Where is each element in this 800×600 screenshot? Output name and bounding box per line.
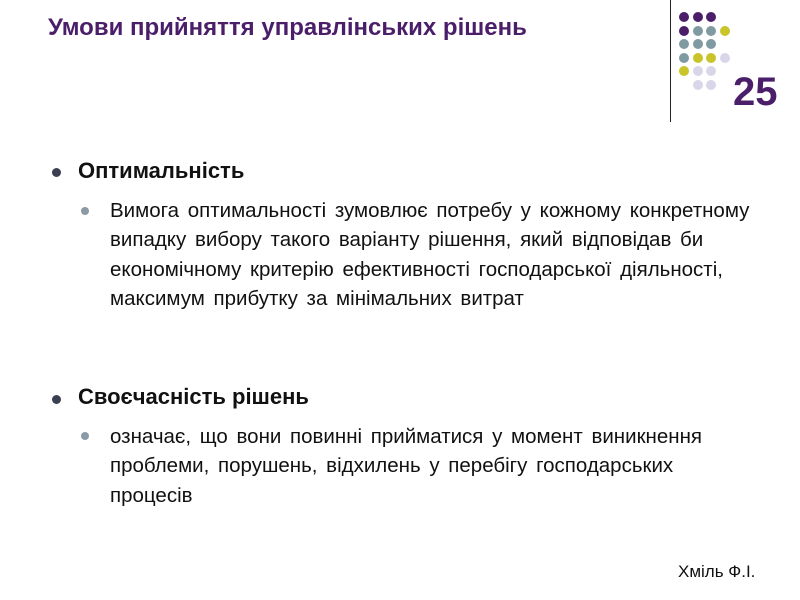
sub-bullet-dot-icon [81, 432, 89, 440]
text-timeliness: означає, що вони повинні прийматися у момент виникнення проблеми, порушень, відхилень у перебігу господарських процесів [110, 425, 702, 507]
heading-optimality: Оптимальність [78, 158, 245, 183]
heading-timeliness: Своєчасність рішень [78, 384, 309, 409]
bullet-dot-icon [52, 168, 61, 177]
sub-bullet-dot-icon [81, 207, 89, 215]
author-name: Хміль Ф.І. [678, 562, 756, 581]
bullet-dot-icon [52, 395, 61, 404]
text-optimality: Вимога оптимальності зумовлює потребу у кожному конкретному випадку вибору такого варіанту рішення, який відповідав би економічному критерію ефективності господарської діяльності, максимум прибутку за мінімальних витрат [110, 199, 750, 310]
slide-title: Умови прийняття управлінських рішень [48, 14, 527, 41]
slide-number: 25 [733, 70, 778, 114]
